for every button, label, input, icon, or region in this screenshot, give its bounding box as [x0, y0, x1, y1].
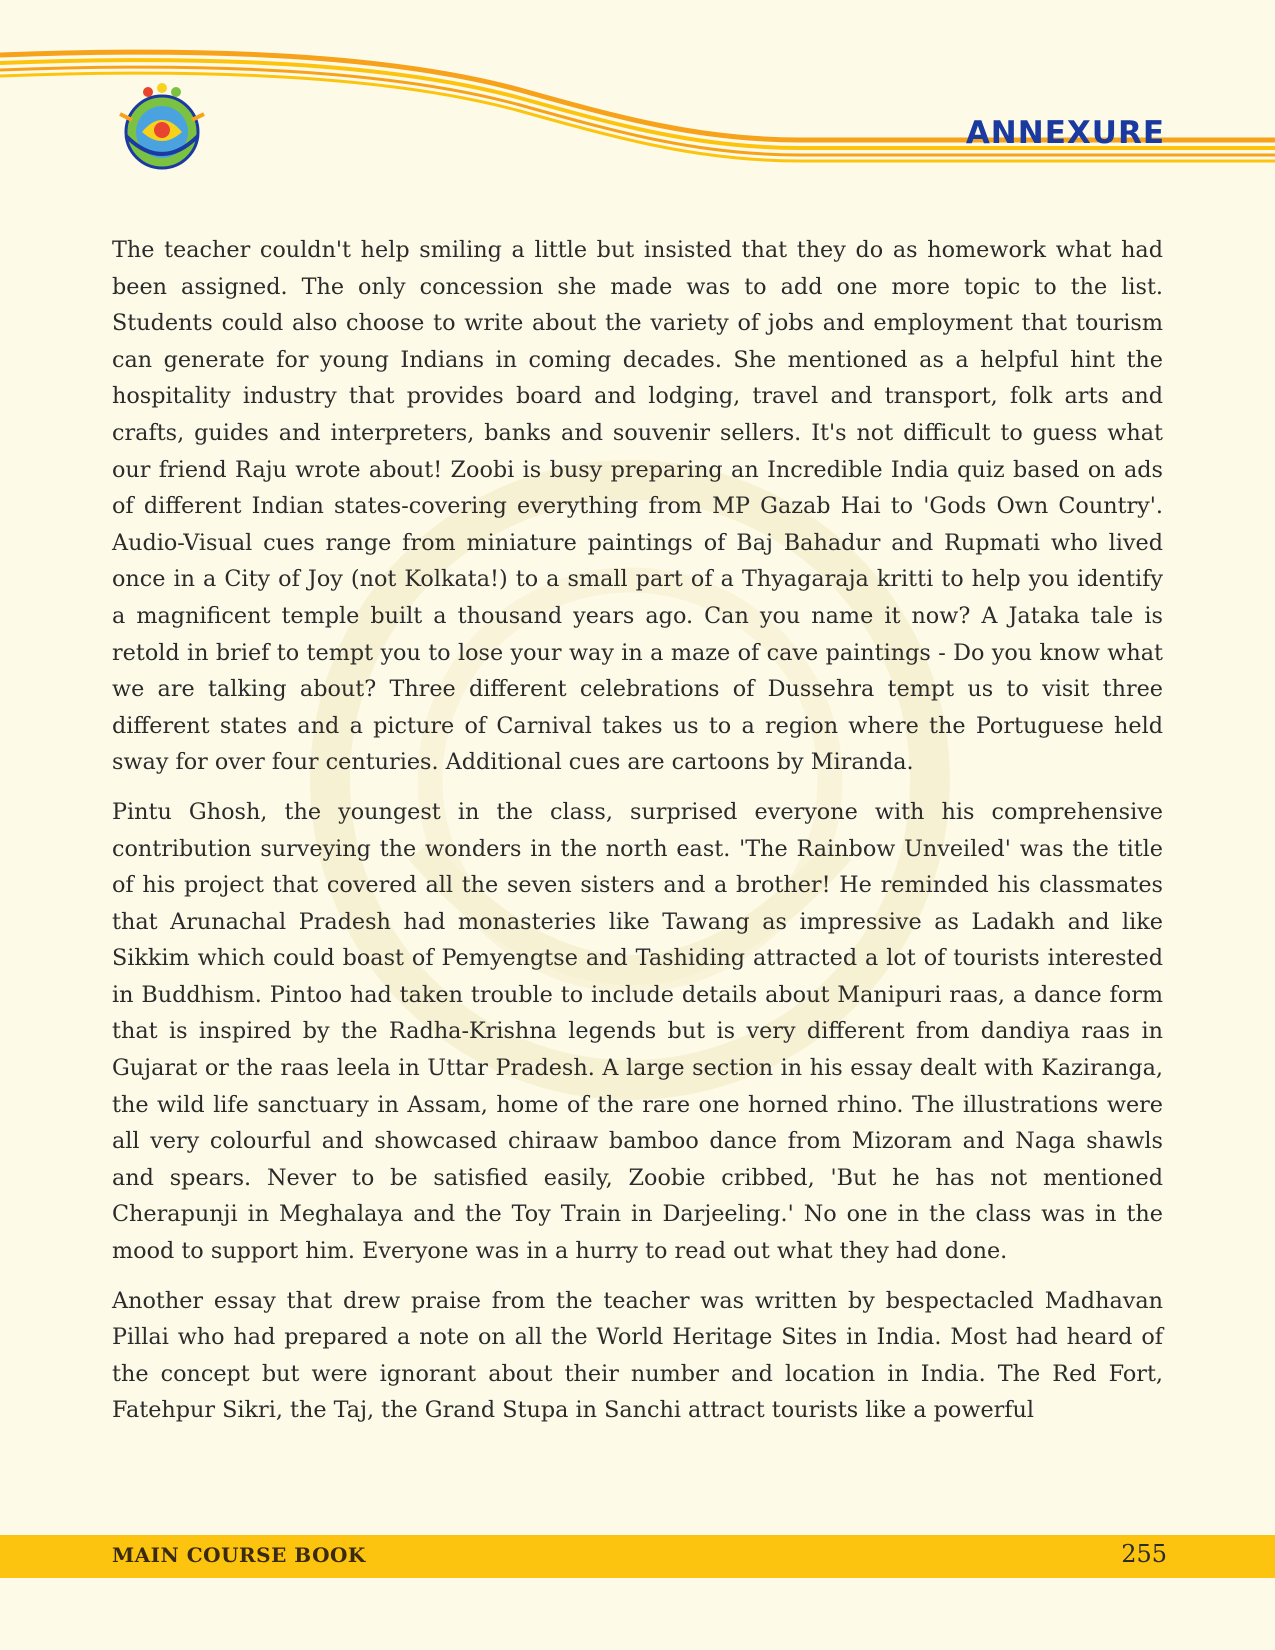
body-text — [112, 232, 1163, 1442]
paragraph: Another essay that drew praise from the teacher was written by bespectacled Madhavan Pillai who had prepared a note on all the World Heritage Sites in India. Most had heard of the concept but were ignorant about their number and location in India. The Red Fort, Fatehpur Sikri, the Taj, the Grand Stupa in Sanchi attract tourists like a powerful — [112, 1287, 1163, 1424]
school-emblem-icon — [112, 80, 212, 180]
paragraph: The teacher couldn't help smiling a little but insisted that they do as homework what had been assigned. The only concession she made was to add one more topic to the list. Students could also choose to write about the variety of jobs and employment that tourism can generate for young Indians in coming decades. She mentioned as a helpful hint the hospitality industry that provides board and lodging, travel and transport, folk arts and crafts, guides and interpreters, banks and souvenir sellers. It's not difficult to guess what our friend Raju wrote about! Zoobi is busy preparing an Incredible India quiz based on ads of different Indian states-covering everything from MP Gazab Hai to 'Gods Own Country'. Audio-Visual cues range from miniature paintings of Baj Bahadur and Rupmati who lived once in a City of Joy (not Kolkata!) to a small part of a Thyagaraja kritti to help you identify a magnificent temple built a thousand years ago. Can you name it now? A Jataka tale is retold in brief to tempt you to lose your way in a maze of cave paintings - Do you know what we are talking about? Three different celebrations of Dussehra tempt us to visit three different states and a picture of Carnival takes us to a region where the Portuguese held sway for over four centuries. Additional cues are cartoons by Miranda. — [112, 237, 1163, 776]
section-title: ANNEXURE — [965, 115, 1165, 151]
page-number: 255 — [1121, 1540, 1167, 1568]
footer-book-title: MAIN COURSE BOOK — [112, 1543, 366, 1567]
paragraph: Pintu Ghosh, the youngest in the class, surprised everyone with his comprehensive contribution surveying the wonders in the north east. 'The Rainbow Unveiled' was the title of his project that covered all the seven sisters and a brother! He reminded his classmates that Arunachal Pradesh had monasteries like Tawang as impressive as Ladakh and like Sikkim which could boast of Pemyengtse and Tashiding attracted a lot of tourists interested in Buddhism. Pintoo had taken trouble to include details about Manipuri raas, a dance form that is inspired by the Radha-Krishna legends but is very different from dandiya raas in Gujarat or the raas leela in Uttar Pradesh. A large section in his essay dealt with Kaziranga, the wild life sanctuary in Assam, home of the rare one horned rhino. The illustrations were all very colourful and showcased chiraaw bamboo dance from Mizoram and Naga shawls and spears. Never to be satisfied easily, Zoobie cribbed, 'But he has not mentioned Cherapunji in Meghalaya and the Toy Train in Darjeeling.' No one in the class was in the mood to support him. Everyone was in a hurry to read out what they had done. — [112, 798, 1163, 1265]
